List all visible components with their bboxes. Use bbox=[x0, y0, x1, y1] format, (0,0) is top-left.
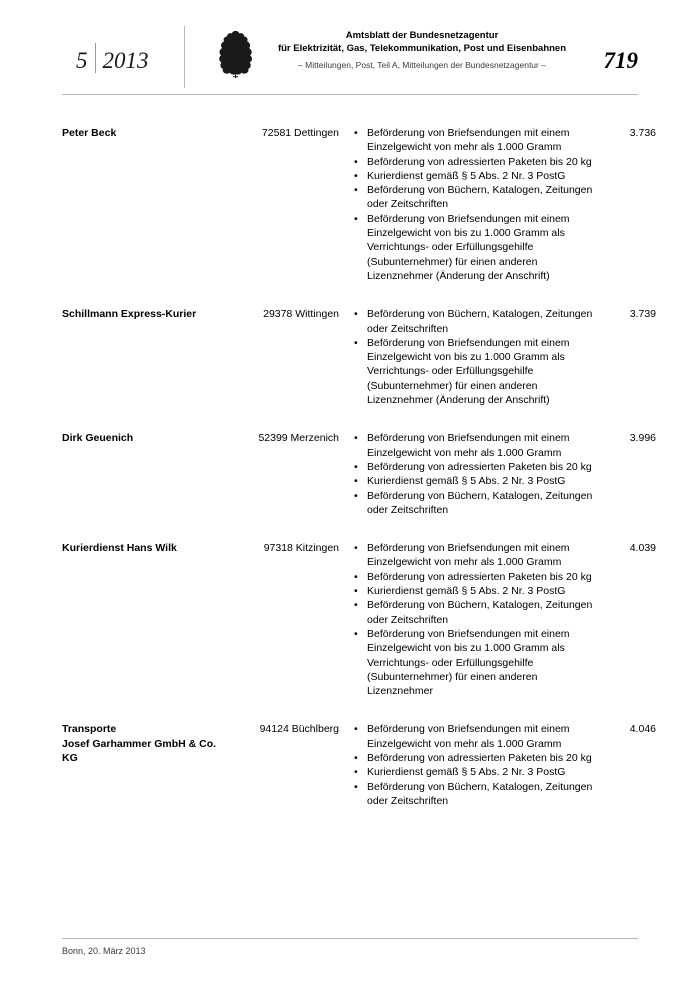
licensed-services bbox=[353, 722, 601, 808]
spacer-cell bbox=[62, 517, 656, 541]
publication-title-line2: für Elektrizität, Gas, Telekommunikation, Post und Eisenbahnen bbox=[277, 43, 567, 54]
list-item: • Beförderung von Briefsendungen mit einem Einzelgewicht von mehr als 1.000 Gramm bbox=[353, 431, 601, 460]
license-number: 4.039 bbox=[629, 542, 656, 555]
licensee-name: Transporte Josef Garhammer GmbH & Co. KG bbox=[62, 723, 217, 764]
list-item: • Beförderung von Briefsendungen mit einem Einzelgewicht von mehr als 1.000 Gramm bbox=[353, 722, 601, 751]
license-number: 3.739 bbox=[629, 308, 656, 321]
licensee-location: 52399 Merzenich bbox=[258, 432, 339, 445]
license-entries-table bbox=[62, 126, 656, 808]
licensed-services bbox=[353, 541, 601, 698]
services-list bbox=[353, 431, 601, 517]
header-divider bbox=[184, 26, 185, 88]
list-item: • Beförderung von Büchern, Katalogen, Zeitungen oder Zeitschriften bbox=[353, 780, 601, 809]
licensed-services bbox=[353, 431, 601, 517]
list-item: • Kurierdienst gemäß § 5 Abs. 2 Nr. 3 PostG bbox=[353, 474, 601, 488]
table-row-spacer bbox=[62, 517, 656, 541]
table-row bbox=[62, 431, 656, 517]
licensee-name: Schillmann Express-Kurier bbox=[62, 308, 197, 321]
page-header bbox=[62, 26, 638, 88]
list-item: • Beförderung von Briefsendungen mit einem Einzelgewicht von mehr als 1.000 Gramm bbox=[353, 541, 601, 570]
table-row-spacer bbox=[62, 283, 656, 307]
footer-rule bbox=[62, 938, 638, 939]
licensed-services bbox=[353, 126, 601, 283]
issue-designation bbox=[76, 38, 149, 74]
table-row-spacer bbox=[62, 698, 656, 722]
list-item: • Beförderung von Büchern, Katalogen, Zeitungen oder Zeitschriften bbox=[353, 598, 601, 627]
entries-table bbox=[62, 126, 656, 808]
licensee-location: 97318 Kitzingen bbox=[263, 542, 339, 555]
footer-date: Bonn, 20. März 2013 bbox=[62, 946, 146, 956]
list-item: • Beförderung von Büchern, Katalogen, Zeitungen oder Zeitschriften bbox=[353, 307, 601, 336]
licensee-name: Dirk Geuenich bbox=[62, 432, 134, 445]
license-number: 3.996 bbox=[629, 432, 656, 445]
spacer-cell bbox=[62, 698, 656, 722]
publication-title-line1: Amtsblatt der Bundesnetzagentur bbox=[345, 30, 499, 41]
issue-year: 2013 bbox=[102, 48, 149, 73]
license-number: 4.046 bbox=[629, 723, 656, 736]
header-rule bbox=[62, 94, 638, 95]
services-list bbox=[353, 722, 601, 808]
list-item: • Kurierdienst gemäß § 5 Abs. 2 Nr. 3 PostG bbox=[353, 169, 601, 183]
list-item: • Beförderung von adressierten Paketen bis 20 kg bbox=[353, 570, 601, 584]
page-number: 719 bbox=[603, 48, 638, 73]
list-item: • Kurierdienst gemäß § 5 Abs. 2 Nr. 3 PostG bbox=[353, 584, 601, 598]
list-item: • Kurierdienst gemäß § 5 Abs. 2 Nr. 3 PostG bbox=[353, 765, 601, 779]
licensee-name: Peter Beck bbox=[62, 127, 117, 139]
list-item: • Beförderung von Büchern, Katalogen, Zeitungen oder Zeitschriften bbox=[353, 183, 601, 212]
federal-eagle-icon bbox=[212, 28, 258, 78]
issue-separator bbox=[95, 43, 96, 73]
list-item: • Beförderung von adressierten Paketen bis 20 kg bbox=[353, 751, 601, 765]
licensee-location: 29378 Wittingen bbox=[263, 308, 339, 321]
services-list bbox=[353, 307, 601, 407]
services-list bbox=[353, 126, 601, 283]
table-row bbox=[62, 307, 656, 407]
list-item: • Beförderung von adressierten Paketen bis 20 kg bbox=[353, 155, 601, 169]
list-item: • Beförderung von Briefsendungen mit einem Einzelgewicht von bis zu 1.000 Gramm als Verrichtungs- oder Erfüllungsgehilfe (Subunternehmer) für einen anderen Lizenznehmer (Änderung der Anschrift) bbox=[353, 212, 601, 283]
spacer-cell bbox=[62, 407, 656, 431]
license-number: 3.736 bbox=[629, 127, 656, 139]
table-row bbox=[62, 722, 656, 808]
licensee-location: 72581 Dettingen bbox=[261, 127, 339, 139]
licensee-location: 94124 Büchlberg bbox=[259, 723, 339, 736]
list-item: • Beförderung von Briefsendungen mit einem Einzelgewicht von mehr als 1.000 Gramm bbox=[353, 126, 601, 155]
services-list bbox=[353, 541, 601, 698]
list-item: • Beförderung von Büchern, Katalogen, Zeitungen oder Zeitschriften bbox=[353, 489, 601, 518]
publication-subtitle: – Mitteilungen, Post, Teil A, Mitteilungen der Bundesnetzagentur – bbox=[298, 60, 546, 70]
entries-table-body bbox=[62, 126, 656, 808]
list-item: • Beförderung von adressierten Paketen bis 20 kg bbox=[353, 460, 601, 474]
list-item: • Beförderung von Briefsendungen mit einem Einzelgewicht von bis zu 1.000 Gramm als Verrichtungs- oder Erfüllungsgehilfe (Subunternehmer) für einen anderen Lizenznehmer bbox=[353, 627, 601, 698]
spacer-cell bbox=[62, 283, 656, 307]
list-item: • Beförderung von Briefsendungen mit einem Einzelgewicht von bis zu 1.000 Gramm als Verrichtungs- oder Erfüllungsgehilfe (Subunternehmer) für einen anderen Lizenznehmer (Änderung der Anschrift) bbox=[353, 336, 601, 407]
licensee-name: Kurierdienst Hans Wilk bbox=[62, 542, 177, 555]
table-row bbox=[62, 126, 656, 283]
publication-title bbox=[272, 29, 572, 72]
table-row-spacer bbox=[62, 407, 656, 431]
issue-number: 5 bbox=[76, 48, 88, 73]
licensed-services bbox=[353, 307, 601, 407]
table-row bbox=[62, 541, 656, 698]
